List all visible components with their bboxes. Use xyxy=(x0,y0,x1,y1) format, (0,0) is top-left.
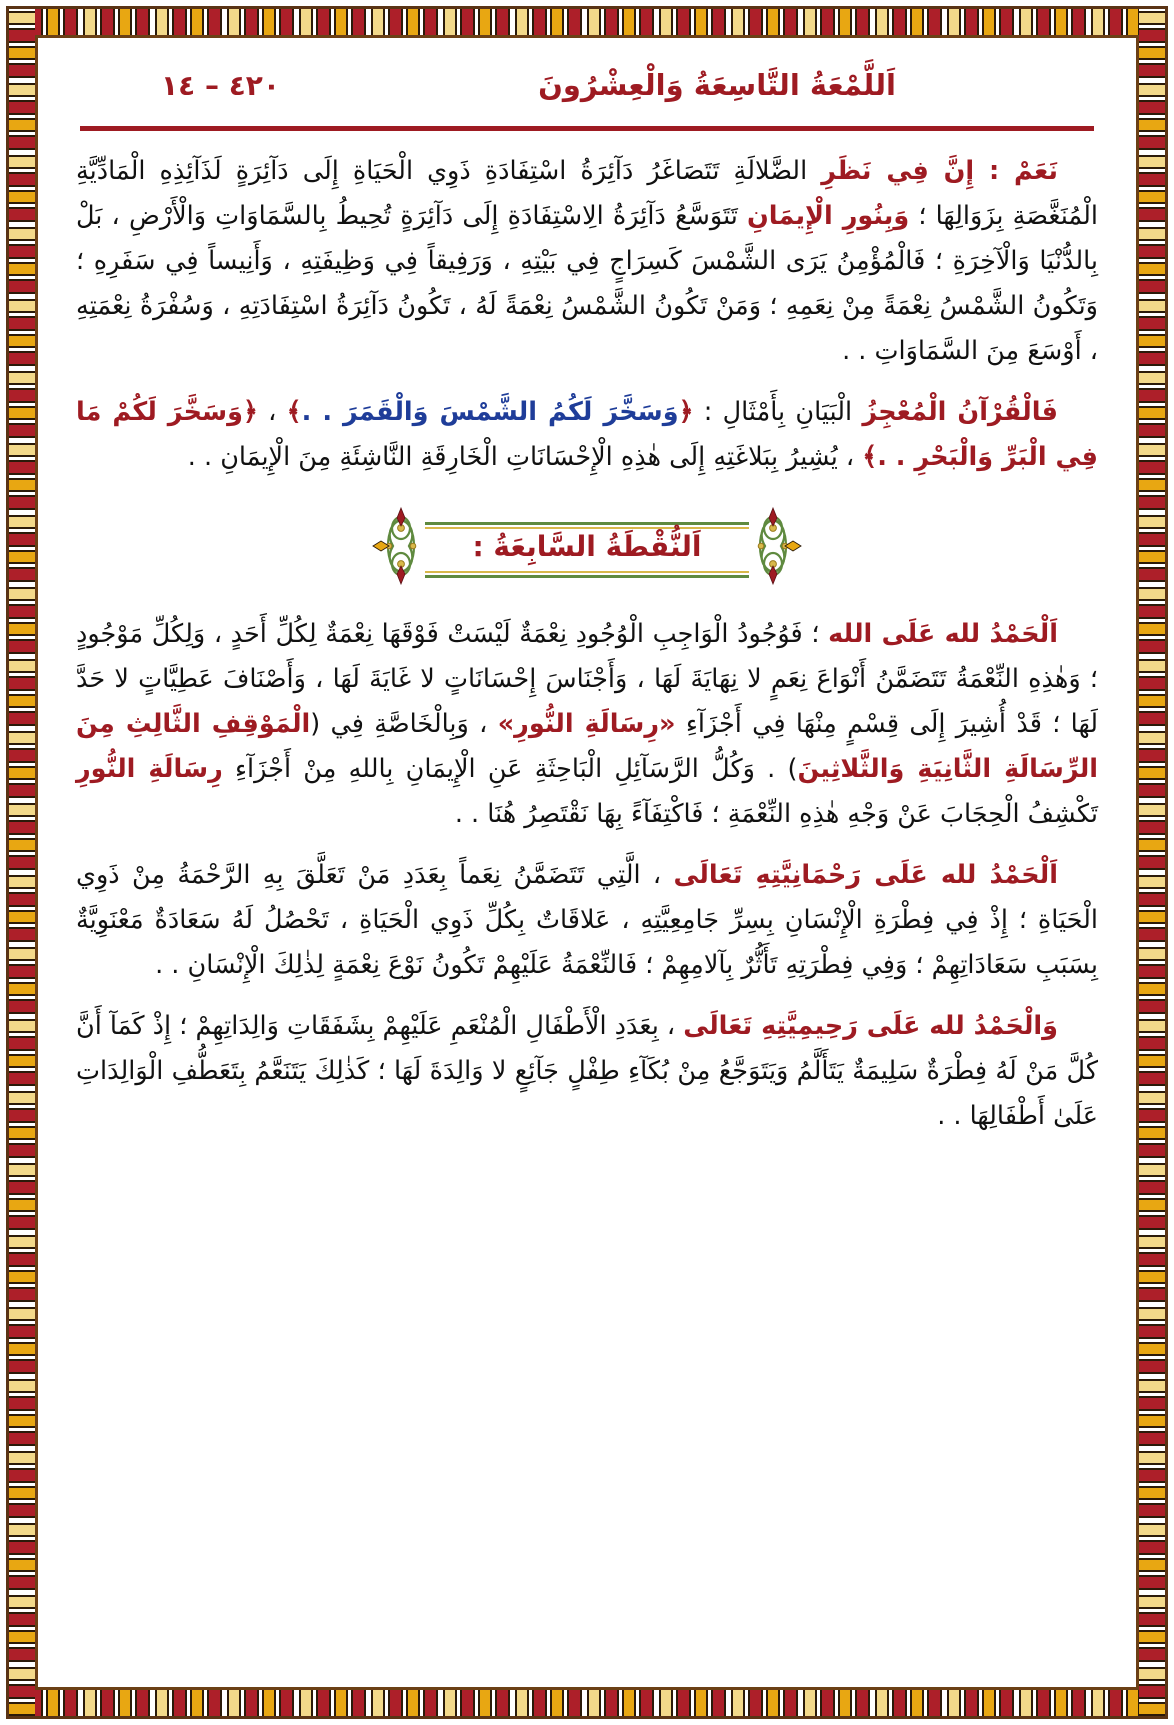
page-content xyxy=(44,44,1130,1681)
text-run-plain: ، بِعَدَدِ الْأَطْفَالِ الْمُنْعَمِ عَلَيْهِمْ بِشَفَقَاتِ وَالِدَاتِهِمْ ؛ إِذْ كَمَآ أَنَّ كُلَّ مَنْ لَهُ فِطْرَةٌ سَلِيمَةٌ يَتَأَلَّمُ وَيَتَوَجَّعُ مِنْ بُكَآءِ طِفْلٍ جَآئِعٍ لا وَالِدَةَ لَهَا ؛ كَذٰلِكَ يَتَنَعَّمُ بِتَعَطُّفِ الْوَالِدَاتِ عَلَىٰ أَطْفَالِهَا . . xyxy=(76,1011,1098,1131)
text-run-plain: ، يُشِيرُ بِبَلاغَتِهِ إِلَى هٰذِهِ الْإِحْسَانَاتِ الْخَارِقَةِ النَّاشِئَةِ مِنَ الْإِيمَانِ . . xyxy=(187,442,863,472)
text-run-red: وَالْحَمْدُ لله عَلَى رَحِيمِيَّتِهِ تَعَالَى xyxy=(683,1011,1059,1041)
border-braid-right xyxy=(1139,9,1165,1716)
text-run-redbr: ﴾ xyxy=(862,442,878,472)
text-run-redbr: ﴾ xyxy=(286,397,302,427)
text-run-plain: ، وَبِالْخَاصَّةِ فِي ( xyxy=(310,709,498,739)
text-run-red: وَبِنُورِ الْإِيمَانِ xyxy=(747,201,910,231)
border-braid-left xyxy=(9,9,35,1716)
text-run-red: وَسَخَّرَ لَكُمْ مَا فِي الْبَرِّ وَالْبَحْرِ . . xyxy=(76,397,1098,472)
text-run-plain: ؛ فَوُجُودُ الْوَاجِبِ الْوُجُودِ نِعْمَةٌ لَيْسَتْ فَوْقَهَا نِعْمَةٌ لِكُلِّ أَحَدٍ ، وَلِكُلِّ مَوْجُودٍ ؛ وَهٰذِهِ النِّعْمَةُ تَتَضَمَّنُ أَنْوَاعَ نِعَمٍ لا نِهَايَةَ لَهَا ، وَأَجْنَاسَ إِحْسَانَاتٍ لا غَايَةَ لَهَا ، وَأَصْنَافَ عَطِيَّاتٍ لا حَدَّ لَهَا ؛ قَدْ أُشِيرَ إِلَى قِسْمٍ مِنْهَا فِي أَجْزَآءِ xyxy=(76,619,1098,739)
text-run-plain: تَتَوَسَّعُ دَآئِرَةُ الِاسْتِفَادَةِ إِلَى دَآئِرَةٍ تُحِيطُ بِالسَّمَاوَاتِ وَالْأَرْضِ ، بَلْ بِالدُّنْيَا وَالْآخِرَةِ ؛ فَالْمُؤْمِنُ يَرَى الشَّمْسَ كَسِرَاجٍ فِي بَيْتِهِ ، وَرَفِيقاً فِي وَظِيفَتِهِ ، وَأَنِيساً فِي سَفَرِهِ ؛ وَتَكُونُ الشَّمْسُ نِعْمَةً مِنْ نِعَمِهِ ؛ وَمَنْ تَكُونُ الشَّمْسُ نِعْمَةً لَهُ ، تَكُونُ دَآئِرَةُ اسْتِفَادَتِهِ ، وَسُفْرَةُ نِعْمَتِهِ ، أَوْسَعَ مِنَ السَّمَاوَاتِ . . xyxy=(76,201,1098,366)
paragraph xyxy=(76,390,1098,480)
text-run-red: رِسَالَةِ النُّورِ xyxy=(76,754,223,784)
text-run-redbr: ﴿ xyxy=(678,397,694,427)
page-title: اَللَّمْعَةُ التَّاسِعَةُ وَالْعِشْرُونَ xyxy=(538,68,896,102)
text-run-plain: الضَّلالَةِ تَتَصَاغَرُ دَآئِرَةُ اسْتِفَادَةِ ذَوِي الْحَيَاةِ إِلَى دَآئِرَةٍ لَذَآئِذِهِ الْمَادِّيَّةِ الْمُنَغَّصَةِ بِزَوَالِهَا ؛ xyxy=(76,156,1098,231)
text-run-red: الْمَوْقِفِ الثَّالِثِ مِنَ الرِّسَالَةِ الثَّانِيَةِ وَالثَّلاثِينَ xyxy=(76,709,1099,784)
paragraph xyxy=(76,853,1098,988)
text-run-plain: الْبَيَانِ بِأَمْثَالِ : xyxy=(693,397,863,427)
text-run-plain: ، الَّتِي تَتَضَمَّنُ نِعَماً بِعَدَدِ مَنْ تَعَلَّقَ بِهِ الرَّحْمَةُ مِنْ ذَوِي الْحَيَاةِ ؛ إِذْ فِي فِطْرَةِ الْإِنْسَانِ بِسِرِّ جَامِعِيَّتِهِ ، عَلاقَاتٌ بِكُلِّ ذَوِي الْحَيَاةِ ، تَحْصُلُ لَهُ سَعَادَةٌ مَعْنَوِيَّةٌ بِسَبَبِ سَعَادَاتِهِمْ ؛ وَفِي فِطْرَتِهِ تَأَثُّرٌ بِآلامِهِمْ ؛ فَالنِّعْمَةُ عَلَيْهِمْ تَكُونُ نَوْعَ نِعْمَةٍ لِذٰلِكَ الْإِنْسَانِ . . xyxy=(76,860,1098,980)
page-header xyxy=(70,62,1104,120)
paragraph-group-after-heading xyxy=(76,612,1098,1139)
section-heading-ornament xyxy=(377,504,797,590)
bottom-spacer xyxy=(76,1155,1098,1173)
body-text xyxy=(70,131,1104,1173)
border-braid-bottom xyxy=(9,1690,1165,1716)
page-reference: ٤٢٠ – ١٤ xyxy=(161,69,280,102)
text-run-red: اَلْحَمْدُ لله عَلَى الله xyxy=(828,619,1058,649)
section-heading-text: اَلنُّقْطَةُ السَّابِعَةُ : xyxy=(472,530,702,563)
text-run-red: اَلْحَمْدُ لله عَلَى رَحْمَانِيَّتِهِ تَعَالَى xyxy=(673,860,1058,890)
text-run-red: فَالْقُرْآنُ الْمُعْجِزُ xyxy=(862,397,1058,427)
paragraph-group-before-heading xyxy=(76,149,1098,480)
paragraph xyxy=(76,612,1098,837)
text-run-plain: تَكْشِفُ الْحِجَابَ عَنْ وَجْهِ هٰذِهِ النِّعْمَةِ ؛ فَاكْتِفَآءً بِهَا نَقْتَصِرُ هُنَا . . xyxy=(454,799,1098,829)
border-braid-top xyxy=(9,9,1165,35)
paragraph xyxy=(76,1004,1098,1139)
text-run-red: نَعَمْ : إِنَّ فِي نَظَرِ xyxy=(821,156,1058,186)
text-run-redbr: ﴿ xyxy=(242,397,258,427)
text-run-red: «رِسَالَةِ النُّورِ» xyxy=(497,709,676,739)
text-run-blue: وَسَخَّرَ لَكُمُ الشَّمْسَ وَالْقَمَرَ . . xyxy=(301,397,679,427)
paragraph xyxy=(76,149,1098,374)
text-run-plain: ، xyxy=(257,397,287,427)
text-run-plain: ) . وَكُلُّ الرَّسَآئِلِ الْبَاحِثَةِ عَنِ الْإِيمَانِ بِاللهِ مِنْ أَجْزَآءِ xyxy=(222,754,798,784)
